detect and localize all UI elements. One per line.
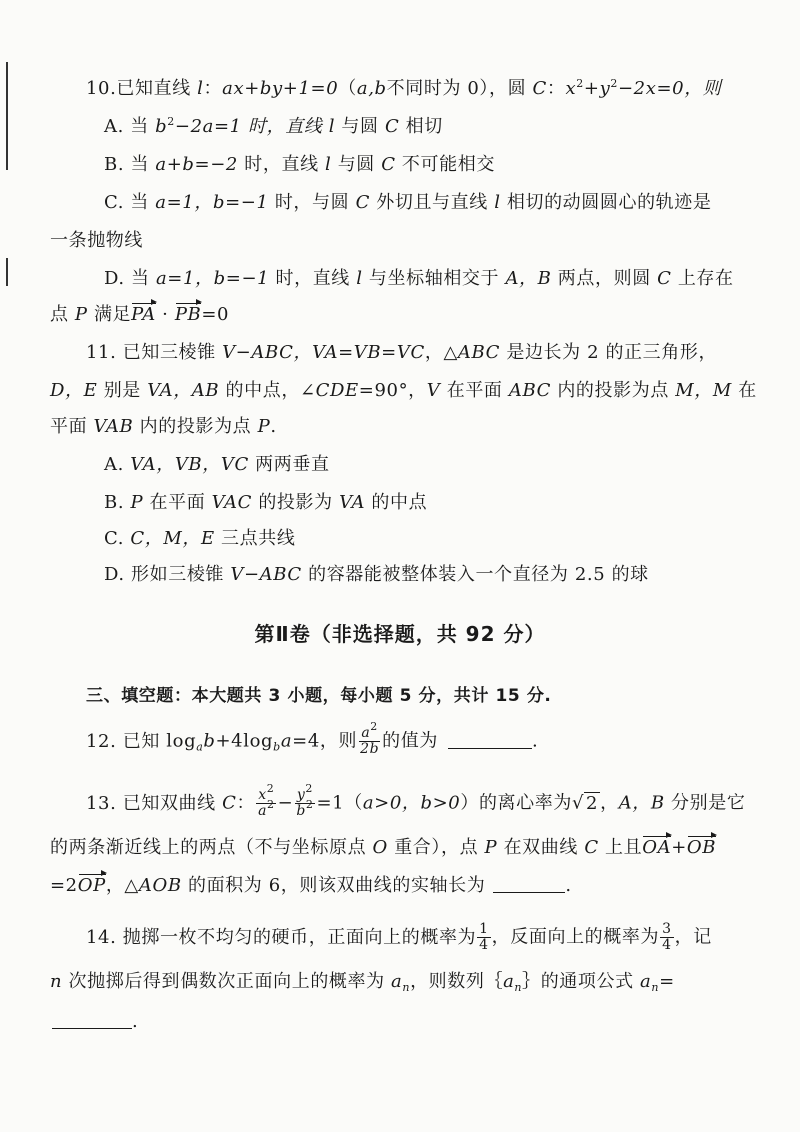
q10-option-c-line2: 一条抛物线 — [50, 230, 143, 251]
q11-option-c: C. C，M，E 三点共线 — [104, 528, 296, 549]
vector-ob: OB — [687, 834, 716, 862]
q11-option-b: B. P 在平面 VAC 的投影为 VA 的中点 — [104, 492, 428, 513]
q11-option-d: D. 形如三棱锥 V−ABC 的容器能被整体装入一个直径为 2.5 的球 — [104, 564, 649, 585]
q11-stem-line1: 11. 已知三棱锥 V−ABC，VA=VB=VC，△ABC 是边长为 2 的正三角形， — [86, 342, 718, 363]
vector-oa: OA — [642, 834, 671, 862]
q13-line3: =2OP，△AOB 的面积为 6，则该双曲线的实轴长为 . — [0, 872, 800, 900]
q11-stem-line2: D，E 别是 VA，AB 的中点，∠CDE=90°，V 在平面 ABC 内的投影为点 M，M 在 — [50, 380, 757, 401]
fraction-3-over-4: $\frac{3}{4}$ — [662, 921, 672, 953]
q10-option-c: C. 当 a=1，b=−1 时，与圆 C 外切且与直线 l 相切的动圆圆心的轨迹是 — [104, 192, 712, 213]
q13-line1: 13. 已知双曲线 C： $\frac{x^2}{a^2}$ − $\frac{y^2}{b^2}$ =1（a>0，b>0）的离心率为√ 2 ，A，B 分别是它 — [86, 782, 746, 819]
q11-stem-line3: 平面 VAB 内的投影为点 P. — [50, 416, 277, 437]
answer-blank[interactable] — [493, 874, 565, 893]
q10-option-a: A. 当 $b^2-2a=1$ 时，直线 l 与圆 C 相切 — [104, 115, 443, 137]
vector-pa: PA — [131, 301, 156, 329]
fraction-x2-over-a2: $\frac{x^2}{a^2}$ — [258, 782, 275, 819]
vector-op: OP — [78, 872, 106, 900]
section-title: 第Ⅱ卷（非选择题，共 92 分） — [254, 622, 546, 646]
fraction-a2-over-2b: $\frac{a^2}{2b}$ — [360, 720, 380, 757]
q10-stem: 10.已知直线 l：ax+by+1=0（a,b不同时为 0），圆 C：$x^2+y^2-2x=0$，则 — [86, 77, 722, 99]
q11-option-a: A. VA，VB，VC 两两垂直 — [104, 454, 330, 475]
vector-pb: PB — [175, 301, 202, 329]
q10-option-d: D. 当 a=1，b=−1 时，直线 l 与坐标轴相交于 A，B 两点，则圆 C 上存在 — [104, 268, 734, 289]
sqrt-2: 2 — [586, 792, 599, 814]
q10-option-b: B. 当 a+b=−2 时，直线 l 与圆 C 不可能相交 — [104, 154, 495, 175]
q14-line1: 14. 抛掷一枚不均匀的硬币，正面向上的概率为 $\frac{1}{4}$ ，反面向上的概率为 $\frac{3}{4}$ ，记 — [86, 921, 712, 953]
q12: 12. 已知 $\log_ab+4\log_ba=4$，则 $\frac{a^2}{2b}$ 的值为 . — [86, 720, 539, 757]
fraction-1-over-4: $\frac{1}{4}$ — [479, 921, 489, 953]
fill-in-header: 三、填空题：本大题共 3 小题，每小题 5 分，共计 15 分. — [86, 686, 552, 706]
answer-blank[interactable] — [448, 730, 532, 749]
q10-option-d-line2: 点 P 满足PA · PB=0 — [0, 301, 800, 329]
q14-line2: n 次抛掷后得到偶数次正面向上的概率为 $a_n$，则数列$\{a_n\}$的通项公式 $a_n=$ — [50, 971, 675, 994]
fraction-y2-over-b2: $\frac{y^2}{b^2}$ — [296, 782, 314, 819]
q13-line2: 的两条渐近线上的两点（不与坐标原点 O 重合），点 P 在双曲线 C 上且OA+OB — [0, 834, 800, 862]
q14-line3: . — [0, 1008, 800, 1036]
answer-blank[interactable] — [52, 1010, 132, 1029]
